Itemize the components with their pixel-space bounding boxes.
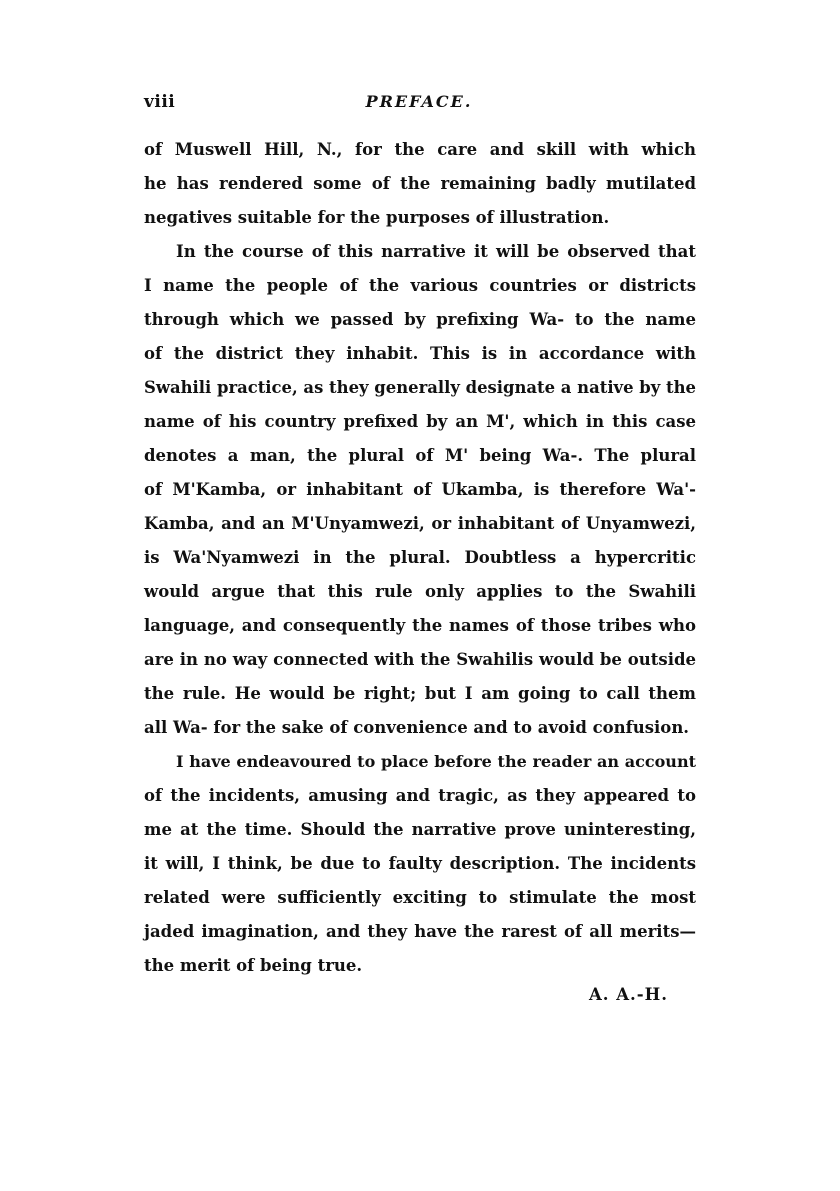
text-line: the rule. He would be right; but I am going to call them xyxy=(144,684,696,703)
text-line: me at the time. Should the narrative prove uninteresting, xyxy=(144,820,696,839)
text-line: would argue that this rule only applies to the Swahili xyxy=(144,582,696,601)
text-line: he has rendered some of the remaining badly mutilated xyxy=(144,174,696,193)
text-line: I have endeavoured to place before the reader an account xyxy=(176,752,696,771)
text-line: are in no way connected with the Swahilis would be outside xyxy=(144,650,696,669)
author-signature: A. A.-H. xyxy=(588,985,668,1004)
running-head xyxy=(144,92,694,116)
text-line: of the incidents, amusing and tragic, as they appeared to xyxy=(144,786,696,805)
text-line: jaded imagination, and they have the rarest of all merits— xyxy=(144,922,696,941)
text-line: In the course of this narrative it will be observed that xyxy=(176,242,696,261)
page-number: viii xyxy=(144,92,176,112)
text-line: the merit of being true. xyxy=(144,956,363,975)
text-line: of the district they inhabit. This is in accordance with xyxy=(144,344,696,363)
text-line: name of his country prefixed by an M', which in this case xyxy=(144,412,696,431)
text-line: negatives suitable for the purposes of illustration. xyxy=(144,208,610,227)
text-line: of M'Kamba, or inhabitant of Ukamba, is therefore Wa'- xyxy=(144,480,696,499)
text-line: through which we passed by prefixing Wa- to the name xyxy=(144,310,696,329)
text-line: it will, I think, be due to faulty description. The incidents xyxy=(144,854,696,873)
text-line: Kamba, and an M'Unyamwezi, or inhabitant of Unyamwezi, xyxy=(144,514,696,533)
text-line: related were sufficiently exciting to stimulate the most xyxy=(144,888,696,907)
text-line: denotes a man, the plural of M' being Wa-. The plural xyxy=(144,446,696,465)
running-title: PREFACE. xyxy=(365,92,473,111)
text-line: I name the people of the various countries or districts xyxy=(144,276,696,295)
text-line: language, and consequently the names of those tribes who xyxy=(144,616,696,635)
text-line: of Muswell Hill, N., for the care and skill with which xyxy=(144,140,696,159)
text-line: Swahili practice, as they generally designate a native by the xyxy=(144,378,696,397)
preface-body xyxy=(144,133,696,983)
text-line: all Wa- for the sake of convenience and to avoid confusion. xyxy=(144,718,690,737)
text-line: is Wa'Nyamwezi in the plural. Doubtless a hypercritic xyxy=(144,548,696,567)
